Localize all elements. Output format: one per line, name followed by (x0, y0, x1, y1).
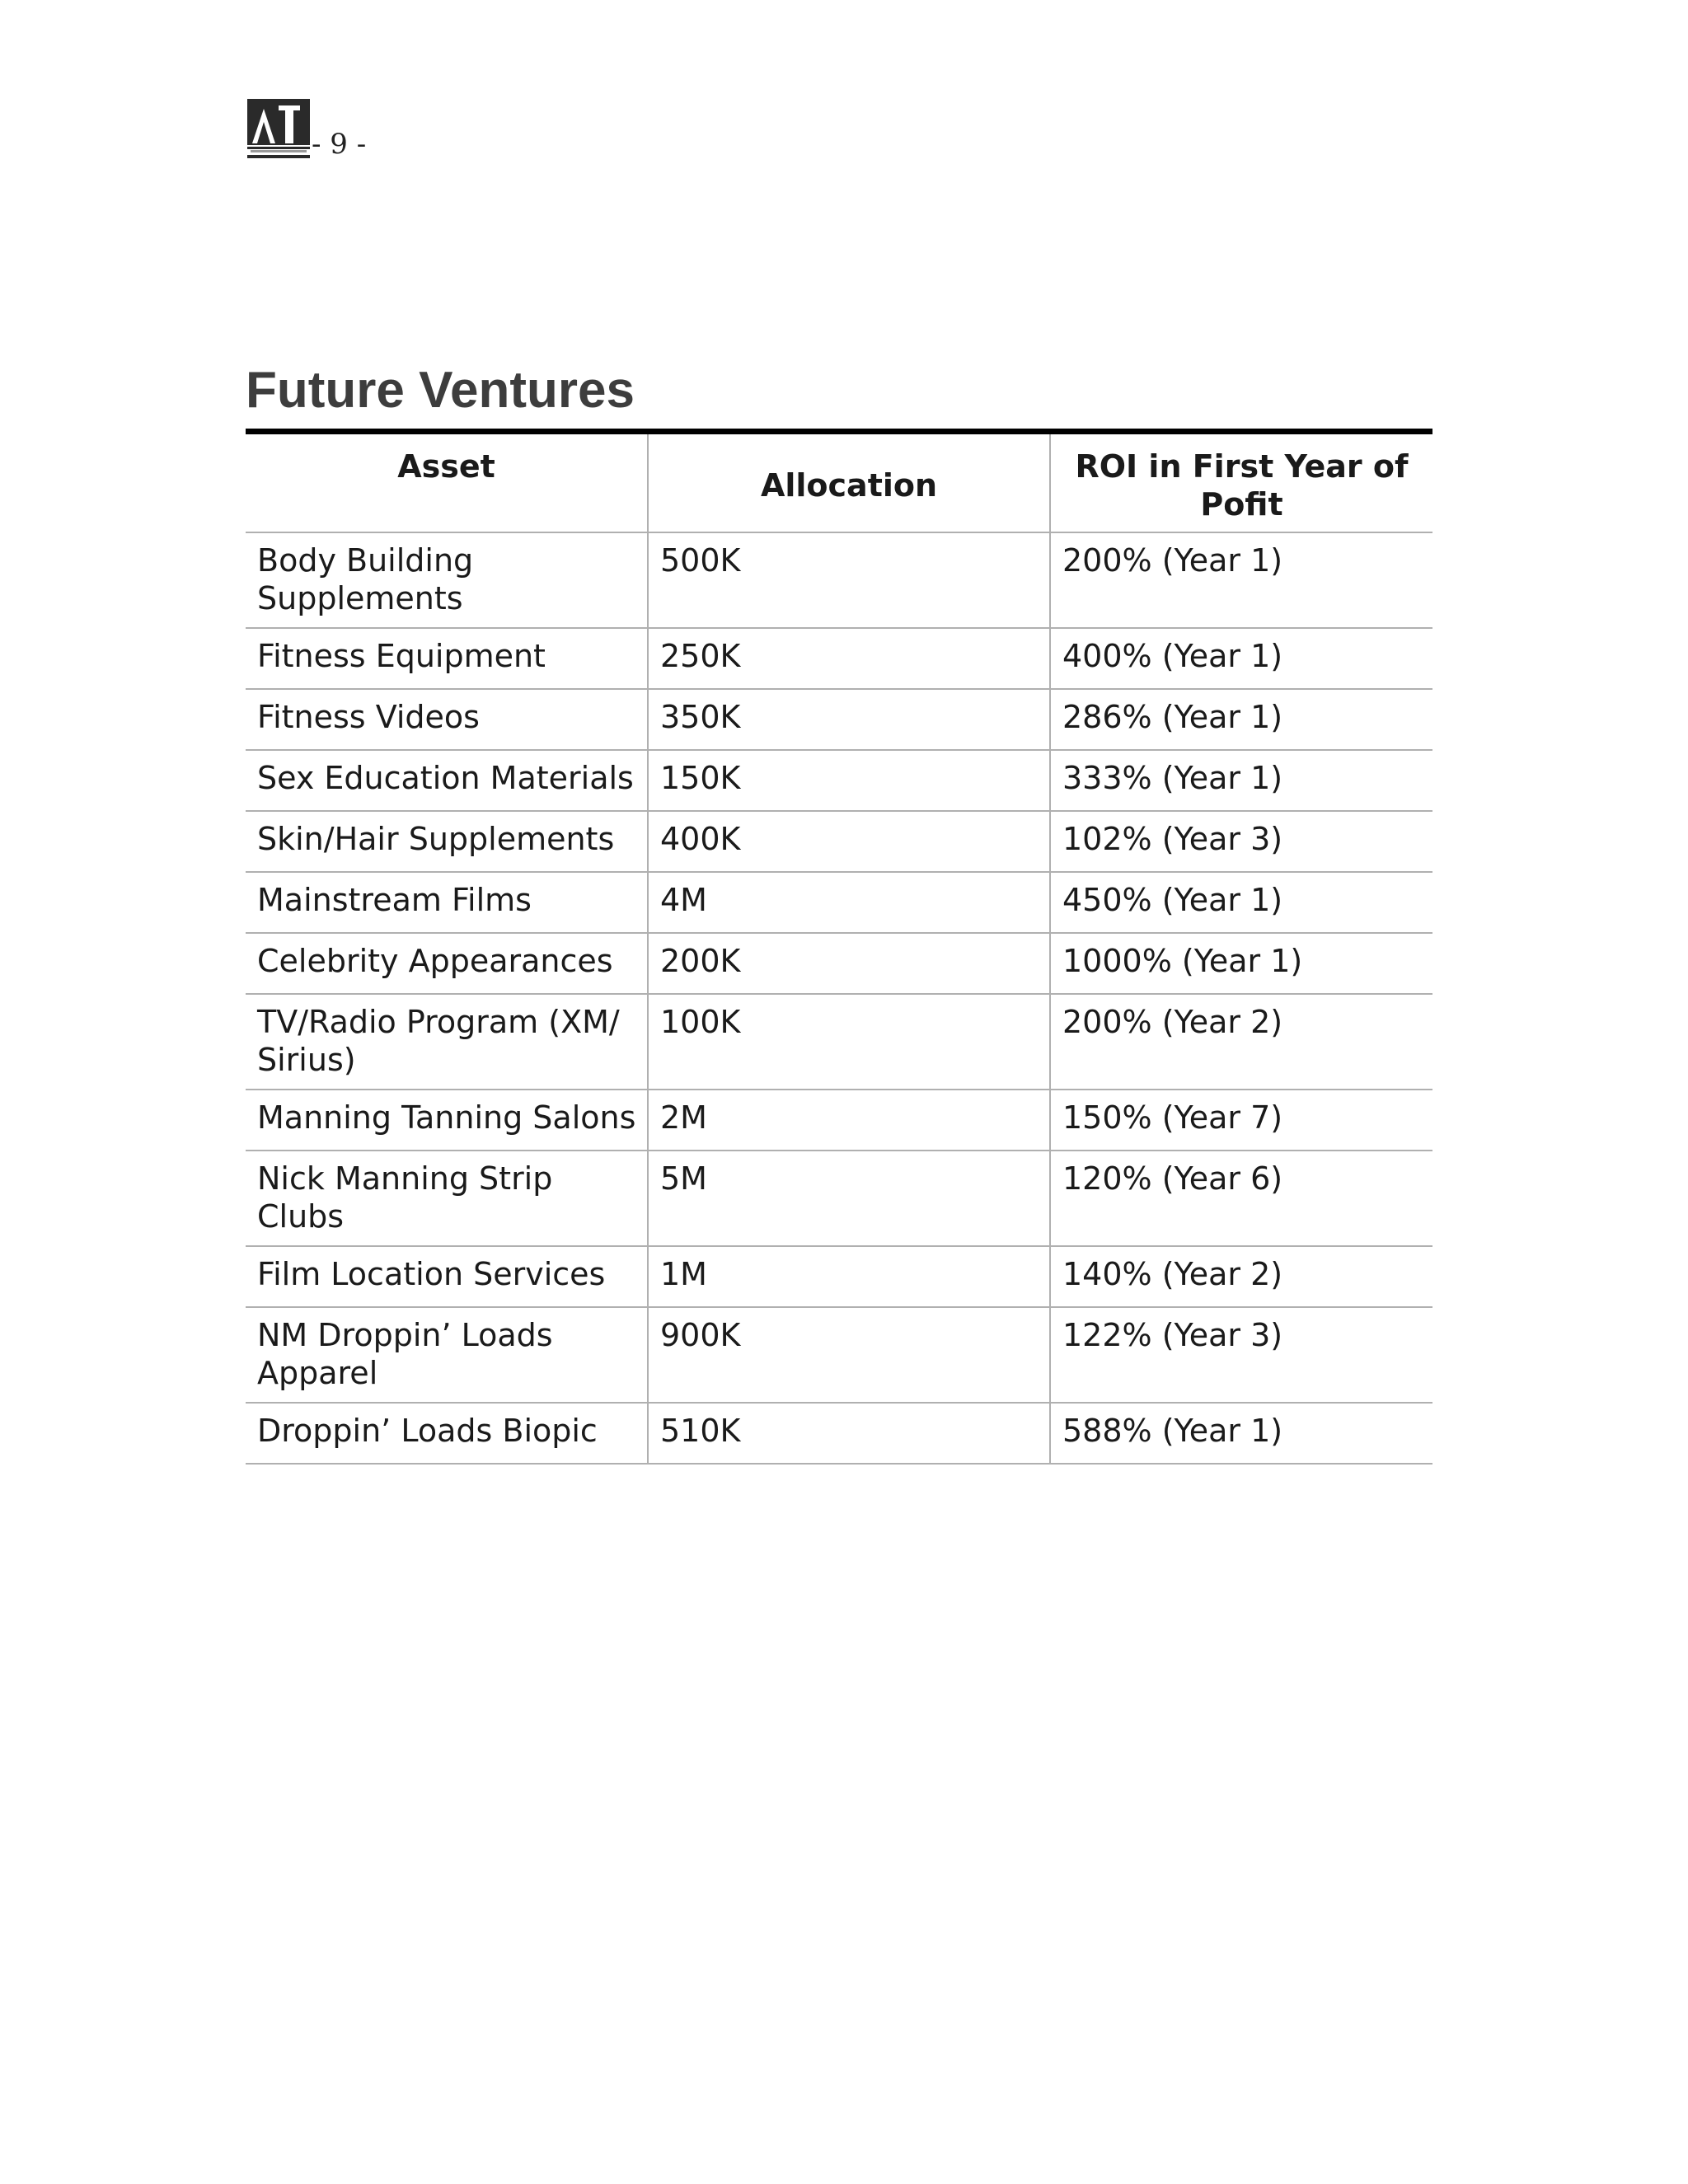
cell-allocation: 1M (648, 1246, 1050, 1307)
company-logo-icon (246, 97, 312, 162)
cell-allocation: 2M (648, 1090, 1050, 1151)
table-row (246, 750, 1432, 811)
cell-asset: Nick Manning Strip Clubs (246, 1151, 648, 1246)
table-body (246, 532, 1432, 1464)
table-row (246, 689, 1432, 750)
table-header-row (246, 434, 1432, 532)
cell-roi: 286% (Year 1) (1050, 689, 1432, 750)
cell-roi: 120% (Year 6) (1050, 1151, 1432, 1246)
table-row (246, 811, 1432, 872)
cell-roi: 122% (Year 3) (1050, 1307, 1432, 1403)
cell-asset: Droppin’ Loads Biopic (246, 1403, 648, 1464)
cell-asset: Celebrity Appearances (246, 933, 648, 994)
cell-allocation: 4M (648, 872, 1050, 933)
cell-roi: 588% (Year 1) (1050, 1403, 1432, 1464)
cell-roi: 200% (Year 2) (1050, 994, 1432, 1090)
cell-roi: 150% (Year 7) (1050, 1090, 1432, 1151)
column-header-roi: ROI in First Year of Pofit (1050, 434, 1432, 532)
table-row (246, 872, 1432, 933)
table-row (246, 1307, 1432, 1403)
table-row (246, 933, 1432, 994)
section-title: Future Ventures (246, 362, 635, 419)
cell-roi: 450% (Year 1) (1050, 872, 1432, 933)
cell-asset: Body Building Supplements (246, 532, 648, 628)
cell-asset: Fitness Videos (246, 689, 648, 750)
cell-asset: Fitness Equipment (246, 628, 648, 689)
page-header (246, 97, 366, 162)
cell-allocation: 5M (648, 1151, 1050, 1246)
table-row (246, 994, 1432, 1090)
cell-asset: Sex Education Materials (246, 750, 648, 811)
cell-allocation: 500K (648, 532, 1050, 628)
cell-allocation: 150K (648, 750, 1050, 811)
cell-roi: 140% (Year 2) (1050, 1246, 1432, 1307)
table-row (246, 1151, 1432, 1246)
column-header-asset: Asset (246, 434, 648, 532)
page-number: - 9 - (312, 128, 367, 161)
table-row (246, 628, 1432, 689)
cell-allocation: 510K (648, 1403, 1050, 1464)
table-row (246, 1246, 1432, 1307)
table-row (246, 1090, 1432, 1151)
cell-asset: Film Location Services (246, 1246, 648, 1307)
cell-allocation: 900K (648, 1307, 1050, 1403)
table-row (246, 532, 1432, 628)
cell-allocation: 100K (648, 994, 1050, 1090)
cell-asset: NM Droppin’ Loads Apparel (246, 1307, 648, 1403)
cell-roi: 102% (Year 3) (1050, 811, 1432, 872)
cell-asset: Skin/Hair Supplements (246, 811, 648, 872)
cell-roi: 333% (Year 1) (1050, 750, 1432, 811)
table-top-rule (246, 429, 1432, 434)
table-row (246, 1403, 1432, 1464)
ventures-table (246, 434, 1432, 1465)
column-header-allocation: Allocation (648, 434, 1050, 532)
cell-allocation: 200K (648, 933, 1050, 994)
cell-allocation: 400K (648, 811, 1050, 872)
cell-roi: 400% (Year 1) (1050, 628, 1432, 689)
cell-asset: TV/Radio Program (XM/ Sirius) (246, 994, 648, 1090)
ventures-table-container (246, 429, 1432, 1465)
cell-allocation: 250K (648, 628, 1050, 689)
cell-asset: Manning Tanning Salons (246, 1090, 648, 1151)
cell-allocation: 350K (648, 689, 1050, 750)
cell-roi: 200% (Year 1) (1050, 532, 1432, 628)
cell-asset: Mainstream Films (246, 872, 648, 933)
cell-roi: 1000% (Year 1) (1050, 933, 1432, 994)
